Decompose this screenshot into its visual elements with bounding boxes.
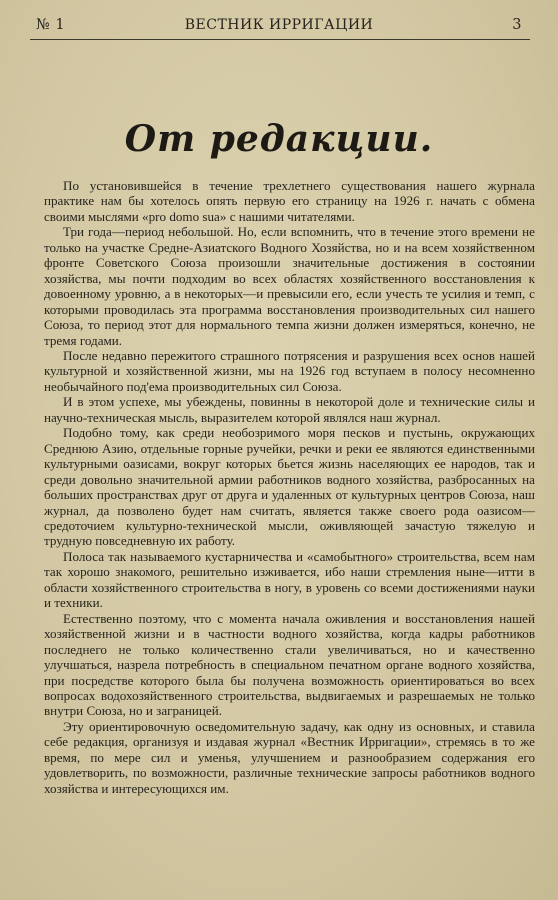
issue-number: № 1 — [36, 17, 66, 33]
paragraph-7: Естественно поэтому, что с момента начала оживления и восстановления нашей хозяйственной жизни и в частности водного хозяйства, когда кадры работников последнего не только количественно стали увеличиваться, но и качественно улучшаться, назрела потребность в специальном печатном органе водного хозяйства, при посредстве которого была бы получена возможность ориентироваться во всех вопросах водохозяйственного строительства, выдвигаемых и разрешаемых не только внутри Союза, но и заграницей. — [44, 610, 535, 719]
paragraph-2: Три года—период небольшой. Но, если вспомнить, что в течение этого времени не только на участке Средне-Азиатского Водного Хозяйства, но и на всем хозяйственном фронте Советского Союза произошли значительные достижения в состоянии хозяйства, мы почти подходим во всех областях хозяйственного восстановления к довоенному уровню, а в некоторых—и превысили его, если учесть те усилия и темп, с которыми проводилась эта программа восстановления производительных сил нашего Союза, то период этот для нормального темпа жизни должен измеряться, конечно, не тремя годами. — [44, 224, 535, 348]
header-rule — [30, 39, 530, 40]
journal-title: ВЕСТНИК ИРРИГАЦИИ — [184, 17, 374, 33]
article-body — [44, 178, 535, 796]
running-head — [36, 14, 522, 38]
page-number: 3 — [512, 17, 522, 33]
paragraph-8: Эту ориентировочную осведомительную задачу, как одну из основных, и ставила себе редакция, организуя и издавая журнал «Вестник Ирригации», стремясь в то же время, по мере сил и уменья, улучшением и разнообразием содержания его удовлетворить, по возможности, различные технические запросы работников водного хозяйства и интересующихся им. — [44, 718, 535, 796]
paragraph-6: Полоса так называемого кустарничества и «самобытного» строительства, всем нам так хорошо знакомого, решительно изживается, ибо наши стремления ныне—итти в области хозяйственного строительства в ногу, в уровень со всеми достижениями науки и техники. — [44, 548, 535, 611]
paragraph-5: Подобно тому, как среди необозримого моря песков и пустынь, окружающих Среднюю Азию, отдельные горные ручейки, речки и реки ее являются единственными культурными оазисами, вокруг которых бьется жизнь населяющих ее народов, так и среди довольно значительной армии работников водного хозяйства, разбросанных на больших пространствах друг от друга и удаленных от культурных центров Союза, наш журнал, да позволено будет нам считать, является также своего рода оазисом—средоточием культурно-технической мысли, оживляющей зачастую тяжелую и трудную повседневную их работу. — [44, 425, 535, 549]
paragraph-4: И в этом успехе, мы убеждены, повинны в некоторой доле и технические силы и научно-техническая мысль, выразителем которой являлся наш журнал. — [44, 394, 535, 425]
paragraph-3: После недавно пережитого страшного потрясения и разрушения всех основ нашей культурной и хозяйственной жизни, мы на 1926 год вступаем в полосу несомненно необычайного под'ема производительных сил Союза. — [44, 347, 535, 394]
paragraph-1: По установившейся в течение трехлетнего существования нашего журнала практике нам бы хотелось опять первую его страницу на 1926 г. начать с обмена своими мыслями «pro domo sua» с нашими читателями. — [44, 178, 535, 224]
article-title: От редакции. — [124, 118, 434, 160]
